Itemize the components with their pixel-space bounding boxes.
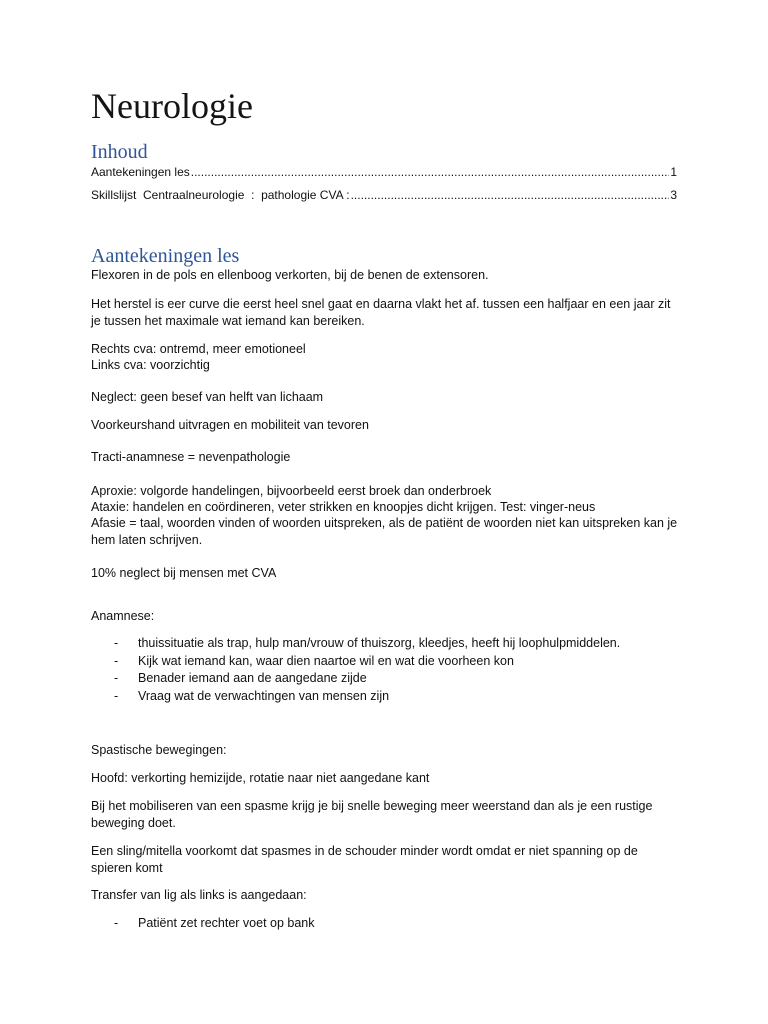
paragraph: Spastische bewegingen: (91, 743, 227, 757)
toc-leader-dots (351, 187, 670, 203)
toc-entry[interactable] (91, 187, 677, 203)
toc-entry-label: Skillslijst Centraalneurologie : pathologie CVA : (91, 188, 350, 202)
bullet-dash: - (114, 671, 119, 685)
paragraph: Flexoren in de pols en ellenboog verkorten, bij de benen de extensoren. (91, 268, 489, 282)
toc-heading: Inhoud (91, 141, 148, 163)
paragraph: Links cva: voorzichtig (91, 358, 210, 372)
toc-entry-page: 1 (670, 165, 677, 179)
document-title: Neurologie (91, 86, 253, 126)
paragraph: Ataxie: handelen en coördineren, veter strikken en knoopjes dicht krijgen. Test: vinger-neus (91, 500, 596, 514)
paragraph: Voorkeurshand uitvragen en mobiliteit van tevoren (91, 418, 369, 432)
paragraph: Transfer van lig als links is aangedaan: (91, 888, 307, 902)
paragraph: Neglect: geen besef van helft van lichaam (91, 390, 324, 404)
paragraph: Hoofd: verkorting hemizijde, rotatie naar niet aangedane kant (91, 771, 430, 785)
paragraph: Bij het mobiliseren van een spasme krijg je bij snelle beweging meer weerstand dan als je een rustige beweging doet. (91, 799, 653, 830)
list-item-text: Benader iemand aan de aangedane zijde (138, 671, 367, 685)
list-item-text: thuissituatie als trap, hulp man/vrouw of thuiszorg, kleedjes, heeft hij loophulpmiddelen. (138, 636, 621, 650)
toc-entry-page: 3 (670, 188, 677, 202)
list-item-text: Kijk wat iemand kan, waar dien naartoe wil en wat die voorheen kon (138, 654, 514, 668)
paragraph: Rechts cva: ontremd, meer emotioneel (91, 342, 306, 356)
paragraph: Afasie = taal, woorden vinden of woorden uitspreken, als de patiënt de woorden niet kan uitspreken kan je hem laten schrijven. (91, 516, 678, 547)
paragraph: Het herstel is eer curve die eerst heel snel gaat en daarna vlakt het af. tussen een halfjaar en een jaar zit je tussen het maximale wat iemand kan bereiken. (91, 297, 671, 328)
bullet-dash: - (114, 689, 119, 703)
paragraph: Een sling/mitella voorkomt dat spasmes in de schouder minder wordt omdat er niet spanning op de spieren komt (91, 844, 638, 875)
section-heading: Aantekeningen les (91, 245, 240, 267)
paragraph: Tracti-anamnese = nevenpathologie (91, 450, 291, 464)
paragraph: Anamnese: (91, 609, 155, 623)
list-item-text: Vraag wat de verwachtingen van mensen zijn (138, 689, 390, 703)
paragraph: 10% neglect bij mensen met CVA (91, 566, 277, 580)
list-item-text: Patiënt zet rechter voet op bank (138, 916, 315, 930)
toc-entry[interactable] (91, 164, 677, 180)
bullet-dash: - (114, 916, 119, 930)
toc-entry-label: Aantekeningen les (91, 165, 190, 179)
bullet-dash: - (114, 636, 119, 650)
paragraph: Aproxie: volgorde handelingen, bijvoorbeeld eerst broek dan onderbroek (91, 484, 492, 498)
bullet-dash: - (114, 654, 119, 668)
toc-leader-dots (191, 164, 670, 180)
